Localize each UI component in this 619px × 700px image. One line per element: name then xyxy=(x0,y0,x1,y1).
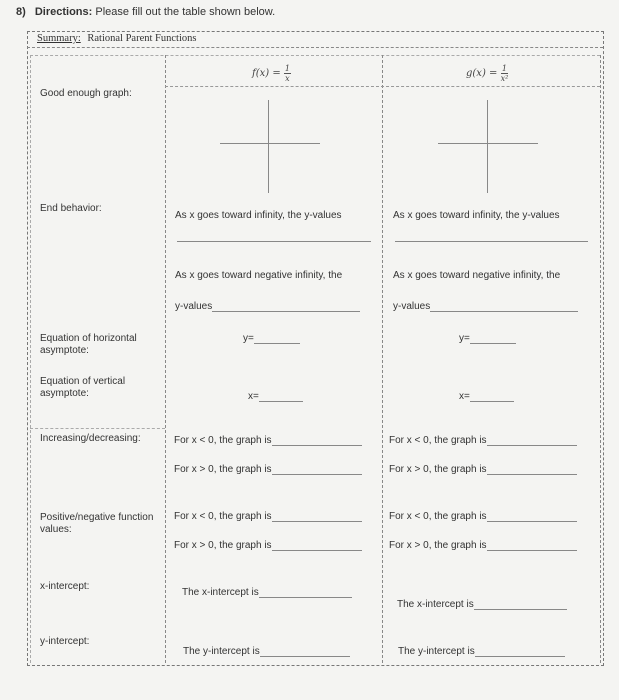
table-title xyxy=(37,33,196,44)
f-increasing-lt-zero-blank[interactable] xyxy=(272,445,362,446)
header-divider xyxy=(30,55,600,56)
g-end-behavior-line2: As x goes toward negative infinity, the xyxy=(393,270,561,281)
f-end-behavior-line1: As x goes toward infinity, the y-values xyxy=(175,210,342,221)
row-label-end-behavior: End behavior: xyxy=(40,203,102,214)
g-horizontal-asymptote: y= xyxy=(459,333,516,344)
g-increasing-lt-zero: For x < 0, the graph is xyxy=(389,435,577,446)
g-posneg-lt-zero-blank[interactable] xyxy=(487,521,577,522)
f-posneg-gt-zero-blank[interactable] xyxy=(272,550,362,551)
f-end-behavior-blank1[interactable] xyxy=(177,241,371,242)
g-vertical-asymptote: x= xyxy=(459,391,514,402)
f-x-intercept: The x-intercept is xyxy=(182,587,352,598)
g-end-behavior-blank1[interactable] xyxy=(395,241,588,242)
f-graph-x-axis xyxy=(220,143,320,144)
column-divider-1 xyxy=(165,55,166,663)
g-increasing-gt-zero: For x > 0, the graph is xyxy=(389,464,577,475)
g-y-intercept: The y-intercept is xyxy=(398,646,565,657)
f-horizontal-asymptote-blank[interactable] xyxy=(254,343,300,344)
f-posneg-lt-zero-blank[interactable] xyxy=(272,521,362,522)
f-y-intercept: The y-intercept is xyxy=(183,646,350,657)
column-divider-3 xyxy=(600,55,601,663)
f-graph-y-axis xyxy=(268,100,269,193)
column-header-divider xyxy=(165,86,600,87)
row-label-x-intercept: x-intercept: xyxy=(40,581,90,592)
row-label-positive-negative: Positive/negative function values: xyxy=(40,512,154,535)
g-end-behavior-blank2[interactable] xyxy=(430,311,578,312)
g-x-intercept-blank[interactable] xyxy=(474,609,567,610)
g-y-intercept-blank[interactable] xyxy=(475,656,565,657)
f-y-intercept-blank[interactable] xyxy=(260,656,350,657)
row-label-vertical-asymptote: Equation of vertical asymptote: xyxy=(40,376,126,399)
f-x-intercept-blank[interactable] xyxy=(259,597,352,598)
g-horizontal-asymptote-blank[interactable] xyxy=(470,343,516,344)
g-x-intercept: The x-intercept is xyxy=(397,599,567,610)
f-increasing-gt-zero: For x > 0, the graph is xyxy=(174,464,362,475)
column-divider-0 xyxy=(30,55,31,663)
f-end-behavior-line2: As x goes toward negative infinity, the xyxy=(175,270,343,281)
g-increasing-gt-zero-blank[interactable] xyxy=(487,474,577,475)
f-of-x-header: f(x) = $\frac{1}{x}$ xyxy=(252,64,290,83)
g-end-behavior-line3: y-values xyxy=(393,301,578,312)
row-label-horizontal-asymptote: Equation of horizontal asymptote: xyxy=(40,333,137,356)
f-end-behavior-line3: y-values xyxy=(175,301,360,312)
title-divider xyxy=(27,47,603,48)
f-end-behavior-blank2[interactable] xyxy=(212,311,360,312)
g-of-x-header: g(x) = $\frac{1}{\text{x²}}$ xyxy=(466,64,509,83)
question-number: 8) xyxy=(16,6,26,18)
g-vertical-asymptote-blank[interactable] xyxy=(470,401,514,402)
table-title-label: Summary: xyxy=(37,33,81,44)
f-increasing-lt-zero: For x < 0, the graph is xyxy=(174,435,362,446)
row-label-increasing-decreasing: Increasing/decreasing: xyxy=(40,433,141,444)
question-header xyxy=(16,6,275,18)
g-posneg-gt-zero-blank[interactable] xyxy=(487,550,577,551)
column-divider-2 xyxy=(382,55,383,663)
g-end-behavior-line1: As x goes toward infinity, the y-values xyxy=(393,210,560,221)
row-label-graph: Good enough graph: xyxy=(40,88,132,99)
f-vertical-asymptote: x= xyxy=(248,391,303,402)
row-label-y-intercept: y-intercept: xyxy=(40,636,90,647)
f-increasing-gt-zero-blank[interactable] xyxy=(272,474,362,475)
g-increasing-lt-zero-blank[interactable] xyxy=(487,445,577,446)
f-vertical-asymptote-blank[interactable] xyxy=(259,401,303,402)
row-divider-1 xyxy=(30,428,165,429)
g-posneg-lt-zero: For x < 0, the graph is xyxy=(389,511,577,522)
g-posneg-gt-zero: For x > 0, the graph is xyxy=(389,540,577,551)
table-title-text: Rational Parent Functions xyxy=(87,33,197,44)
f-posneg-gt-zero: For x > 0, the graph is xyxy=(174,540,362,551)
f-horizontal-asymptote: y= xyxy=(243,333,300,344)
g-graph-x-axis xyxy=(438,143,538,144)
directions-label: Directions: xyxy=(34,6,93,18)
directions-text: Please fill out the table shown below. xyxy=(95,6,276,18)
f-posneg-lt-zero: For x < 0, the graph is xyxy=(174,511,362,522)
g-graph-y-axis xyxy=(487,100,488,193)
